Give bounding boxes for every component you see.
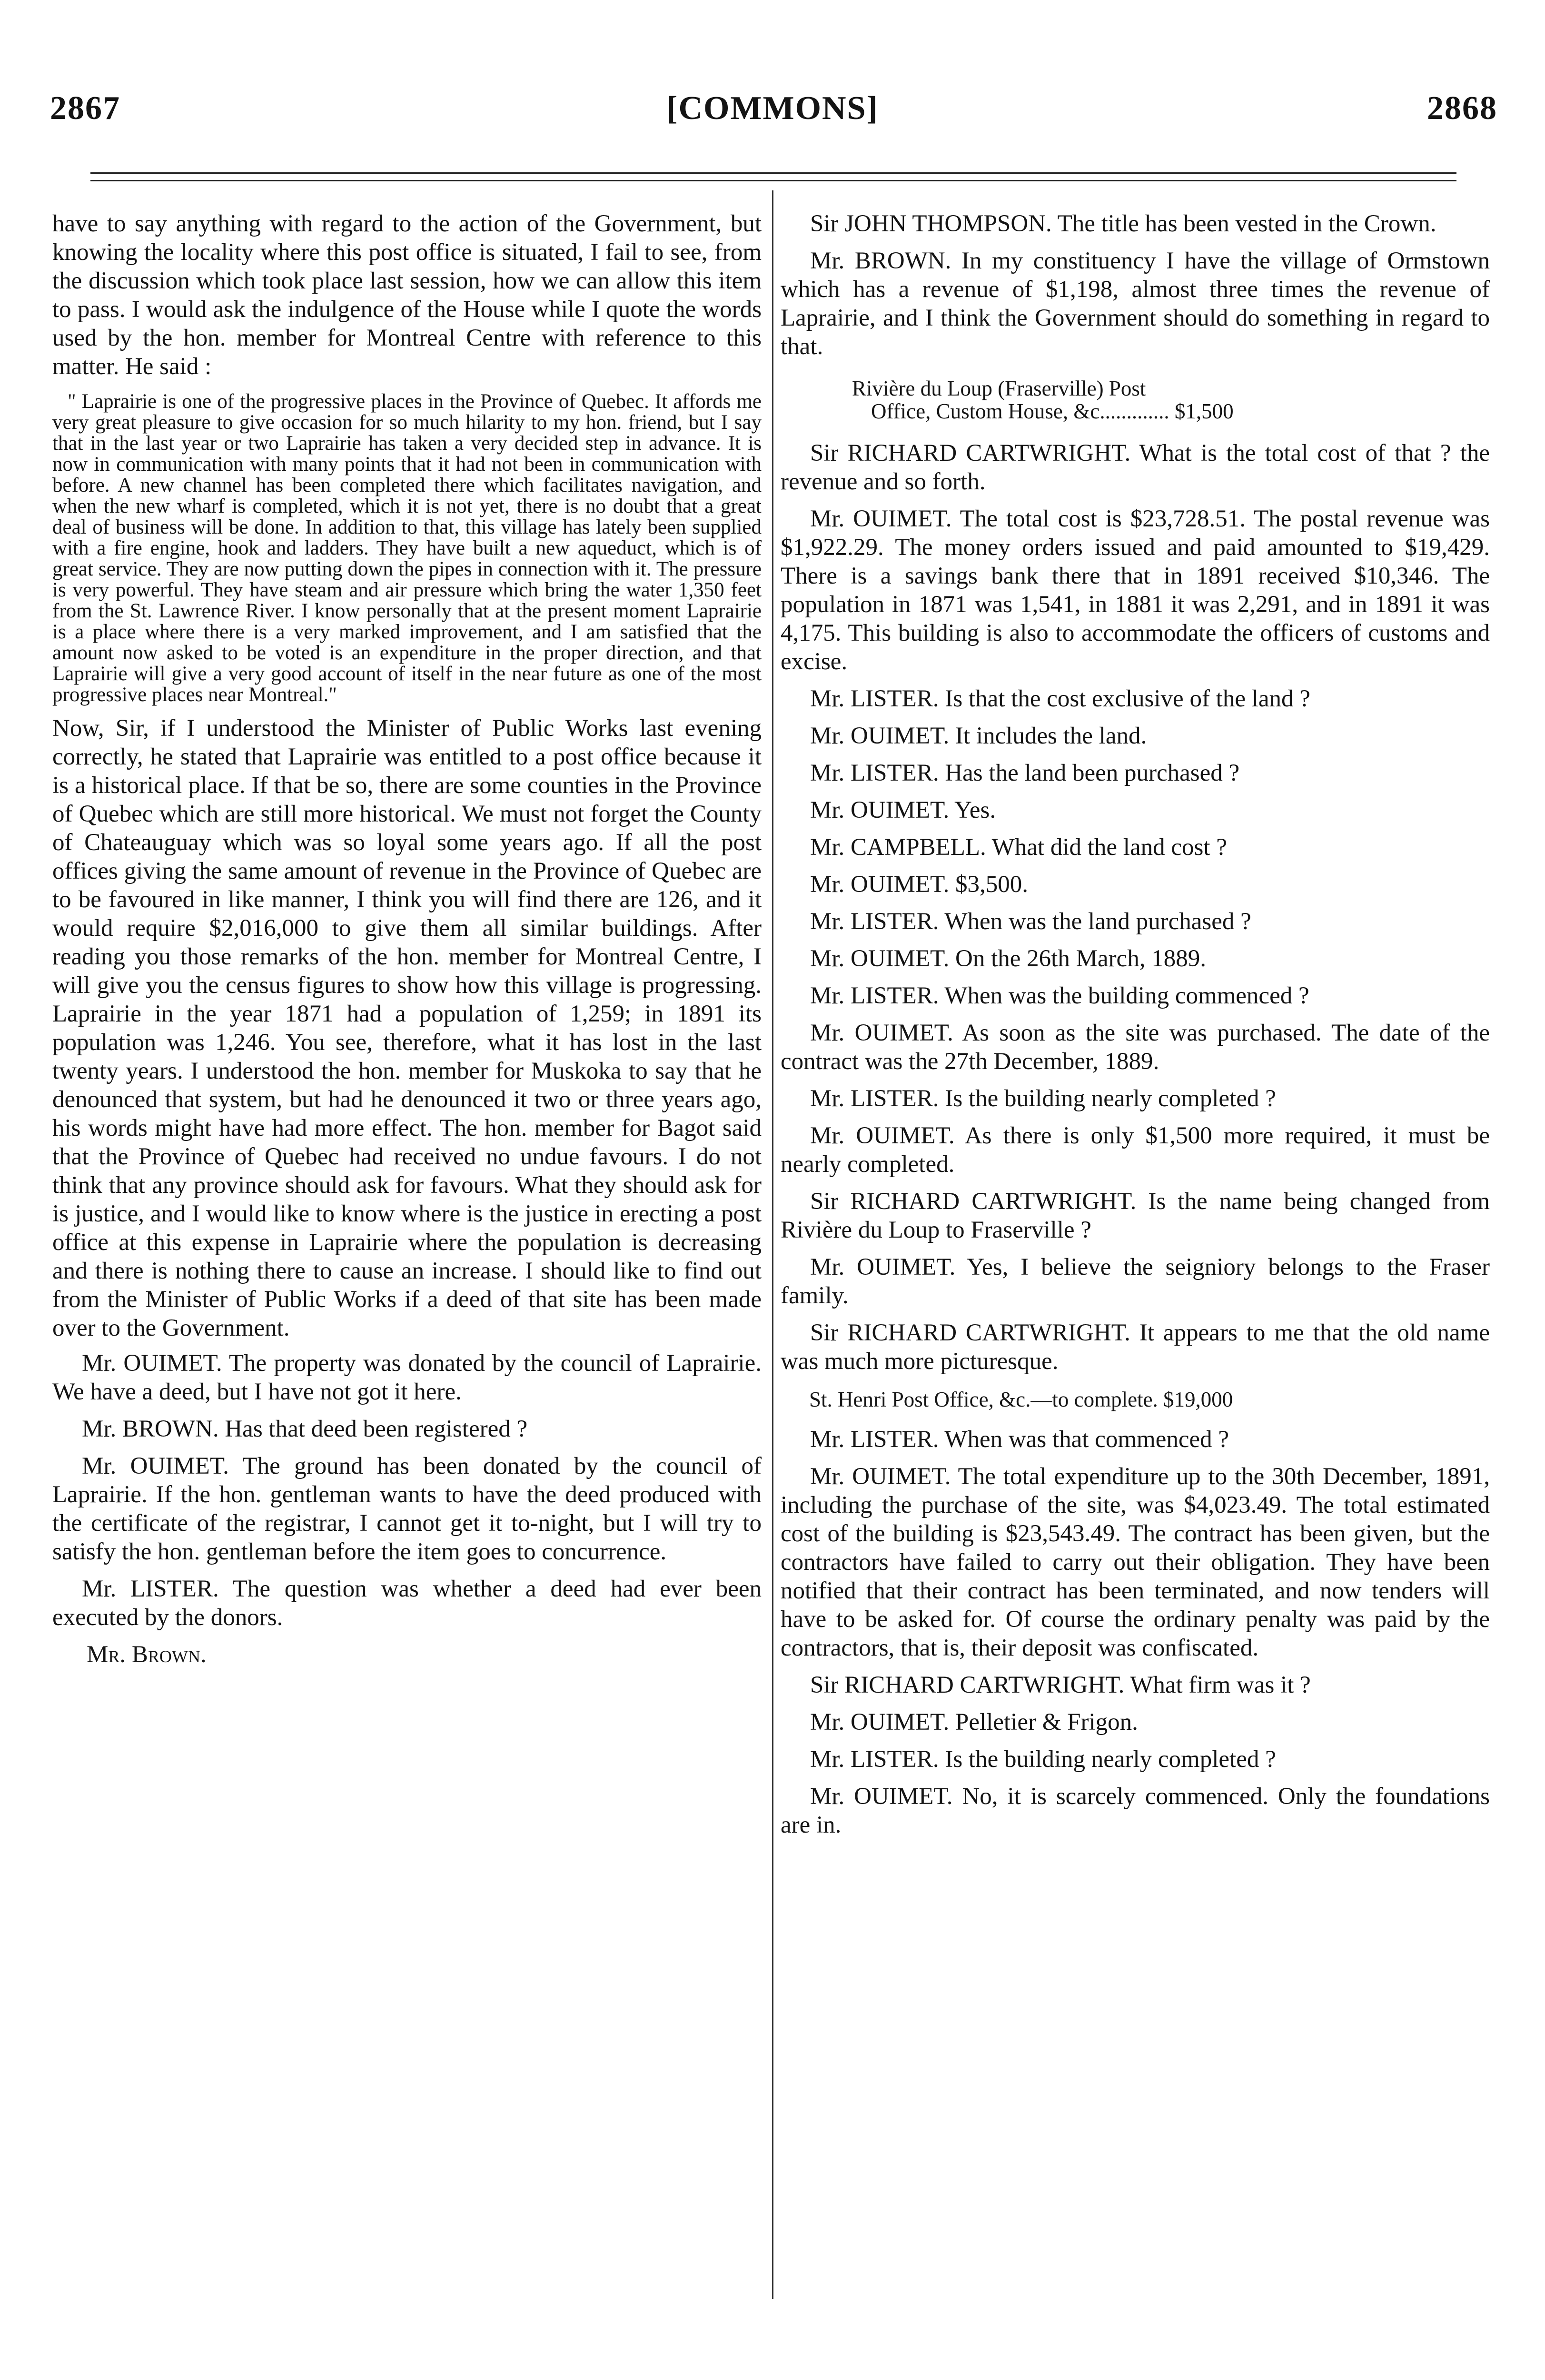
speech-paragraph: Mr. OUIMET. On the 26th March, 1889.: [810, 945, 1206, 972]
column-divider: [772, 190, 773, 2299]
speech-paragraph: Mr. OUIMET. The total cost is $23,728.51. The postal revenue was $1,922.29. The money orders issued and paid amounted to $19,429. There is a savings bank there that in 1891 received $10,346. The population in 1871 was 1,541, in 1881 it was 2,291, and in 1891 it was 4,175. This building is also to accommodate the officers of customs and excise.: [781, 506, 1490, 675]
paragraph: Now, Sir, if I understood the Minister of Public Works last evening correctly, he stated that Laprairie was entitled to a post office because it is a historical place. If that be so, there are some counties in the Province of Quebec which are still more historical. We must not forget the County of Chateauguay which was so loyal some years ago. If all the post offices giving the same amount of revenue in the Province of Quebec are to be favoured in like manner, I think you will find there are 126, and it would require $2,016,000 to give them all similar buildings. After reading you those remarks of the hon. member for Montreal Centre, I will give you the census figures to show how this village is progressing. Laprairie in the year 1871 had a population of 1,259; in 1891 its population was 1,246. You see, therefore, what it has lost in the last twenty years. I understood the hon. member for Muskoka to say that he denounced that system, but had he denounced it two or three years ago, his words might have had more effect. The hon. member for Bagot said that the Province of Quebec had received no undue favours. I do not think that any province should ask for favours. What they should ask for is justice, and I would like to know where is the justice in erecting a post office at this expense in Laprairie where the population is decreasing and there is nothing there to cause an increase. I should like to find out from the Minister of Public Works if a deed of that site has been made over to the Government.: [52, 715, 762, 1341]
speech-paragraph: Mr. OUIMET. As there is only $1,500 more required, it must be nearly completed.: [781, 1122, 1490, 1178]
speech-paragraph: Mr. LISTER. The question was whether a deed had ever been executed by the donors.: [52, 1576, 762, 1631]
estimate-item: [781, 377, 1490, 423]
speech-paragraph: Mr. LISTER. Is the building nearly completed ?: [810, 1085, 1276, 1112]
catchword: Mr. Brown.: [87, 1641, 207, 1668]
header-rule-top: [90, 172, 1456, 174]
right-column: [781, 209, 1490, 1848]
speech-paragraph: Mr. OUIMET. Pelletier & Frigon.: [810, 1709, 1138, 1735]
speech-paragraph: Sir RICHARD CARTWRIGHT. Is the name being changed from Rivière du Loup to Fraserville ?: [781, 1188, 1490, 1243]
header-rule-bottom: [90, 180, 1456, 181]
speech-paragraph: Sir RICHARD CARTWRIGHT. It appears to me that the old name was much more picturesque.: [781, 1319, 1490, 1375]
block-quote: " Laprairie is one of the progressive places in the Province of Quebec. It affords me very great pleasure to give occasion for so much hilarity to my hon. friend, but I say that in the last year or two Laprairie has taken a very decided step in advance. It is now in communication with many points that it had not been in communication with before. A new channel has been completed there which facilitates navigation, and when the new wharf is completed, which it is not yet, there is no doubt that a great deal of business will be done. In addition to that, this village has lately been supplied with a fire engine, hook and ladders. They have built a new aqueduct, which is of great service. They are now putting down the pipes in connection with it. The pressure is very powerful. They have steam and air pressure which bring the water 1,350 feet from the St. Lawrence River. I know personally that at the present moment Laprairie is a place where there is a very marked improvement, and I am satisfied that the amount now asked to be voted is an expenditure in the proper direction, and that Laprairie will give a very good account of itself in the near future as one of the most progressive places near Montreal.": [52, 390, 762, 706]
page-number-left: 2867: [50, 90, 120, 127]
estimate-item: St. Henri Post Office, &c.—to complete. $19,000: [809, 1388, 1233, 1411]
speech-paragraph: Mr. LISTER. Is that the cost exclusive of the land ?: [810, 685, 1310, 712]
speech-paragraph: Mr. LISTER. Is the building nearly completed ?: [810, 1746, 1276, 1773]
speech-paragraph: Mr. OUIMET. The property was donated by the council of Laprairie. We have a deed, but I have not got it here.: [52, 1350, 762, 1405]
speech-paragraph: Mr. OUIMET. As soon as the site was purchased. The date of the contract was the 27th December, 1889.: [781, 1020, 1490, 1075]
paragraph: have to say anything with regard to the action of the Government, but knowing the locality where this post office is situated, I fail to see, from the discussion which took place last session, how we can allow this item to pass. I would ask the indulgence of the House while I quote the words used by the hon. member for Montreal Centre with reference to this matter. He said :: [52, 210, 762, 380]
left-column: [52, 209, 762, 1676]
speech-paragraph: Mr. CAMPBELL. What did the land cost ?: [810, 834, 1227, 861]
speech-paragraph: Mr. OUIMET. $3,500.: [810, 871, 1029, 898]
speech-paragraph: Mr. LISTER. When was that commenced ?: [810, 1426, 1229, 1453]
speech-paragraph: Mr. LISTER. When was the building commenced ?: [810, 982, 1309, 1009]
estimate-item-title: Rivière du Loup (Fraserville) Post: [852, 377, 1146, 400]
speech-paragraph: Mr. LISTER. Has the land been purchased ?: [810, 760, 1240, 786]
speech-paragraph: Sir RICHARD CARTWRIGHT. What is the total cost of that ? the revenue and so forth.: [781, 440, 1490, 495]
speech-paragraph: Mr. OUIMET. Yes, I believe the seigniory belongs to the Fraser family.: [781, 1254, 1490, 1309]
speech-paragraph: Mr. OUIMET. It includes the land.: [810, 723, 1147, 749]
page-title: [COMMONS]: [666, 90, 879, 127]
speech-paragraph: Mr. OUIMET. The ground has been donated by the council of Laprairie. If the hon. gentleman wants to have the deed produced with the certificate of the registrar, I cannot get it to-night, but I will try to satisfy the hon. gentleman before the item goes to concurrence.: [52, 1453, 762, 1565]
speech-paragraph: Mr. LISTER. When was the land purchased ?: [810, 908, 1251, 935]
page-number-right: 2868: [1427, 90, 1497, 127]
speech-paragraph: Mr. OUIMET. Yes.: [810, 797, 996, 823]
speech-paragraph: Mr. BROWN. Has that deed been registered ?: [82, 1416, 528, 1442]
speech-paragraph: Mr. OUIMET. The total expenditure up to the 30th December, 1891, including the purchase of the site, was $4,023.49. The total estimated cost of the building is $23,543.49. The contract has been given, but the contractors have failed to carry out their obligation. They have been notified that their contract has been terminated, and now tenders will have to be asked for. Of course the ordinary penalty was paid by the contractors, that is, their deposit was confiscated.: [781, 1463, 1490, 1661]
estimate-item-amount: Office, Custom House, &c............. $1,500: [871, 399, 1234, 423]
speech-paragraph: Sir JOHN THOMPSON. The title has been vested in the Crown.: [810, 210, 1436, 237]
speech-paragraph: Mr. BROWN. In my constituency I have the village of Ormstown which has a revenue of $1,198, almost three times the revenue of Laprairie, and I think the Government should do something in regard to that.: [781, 248, 1490, 360]
speech-paragraph: Mr. OUIMET. No, it is scarcely commenced. Only the foundations are in.: [781, 1783, 1490, 1838]
speech-paragraph: Sir RICHARD CARTWRIGHT. What firm was it ?: [810, 1672, 1311, 1698]
